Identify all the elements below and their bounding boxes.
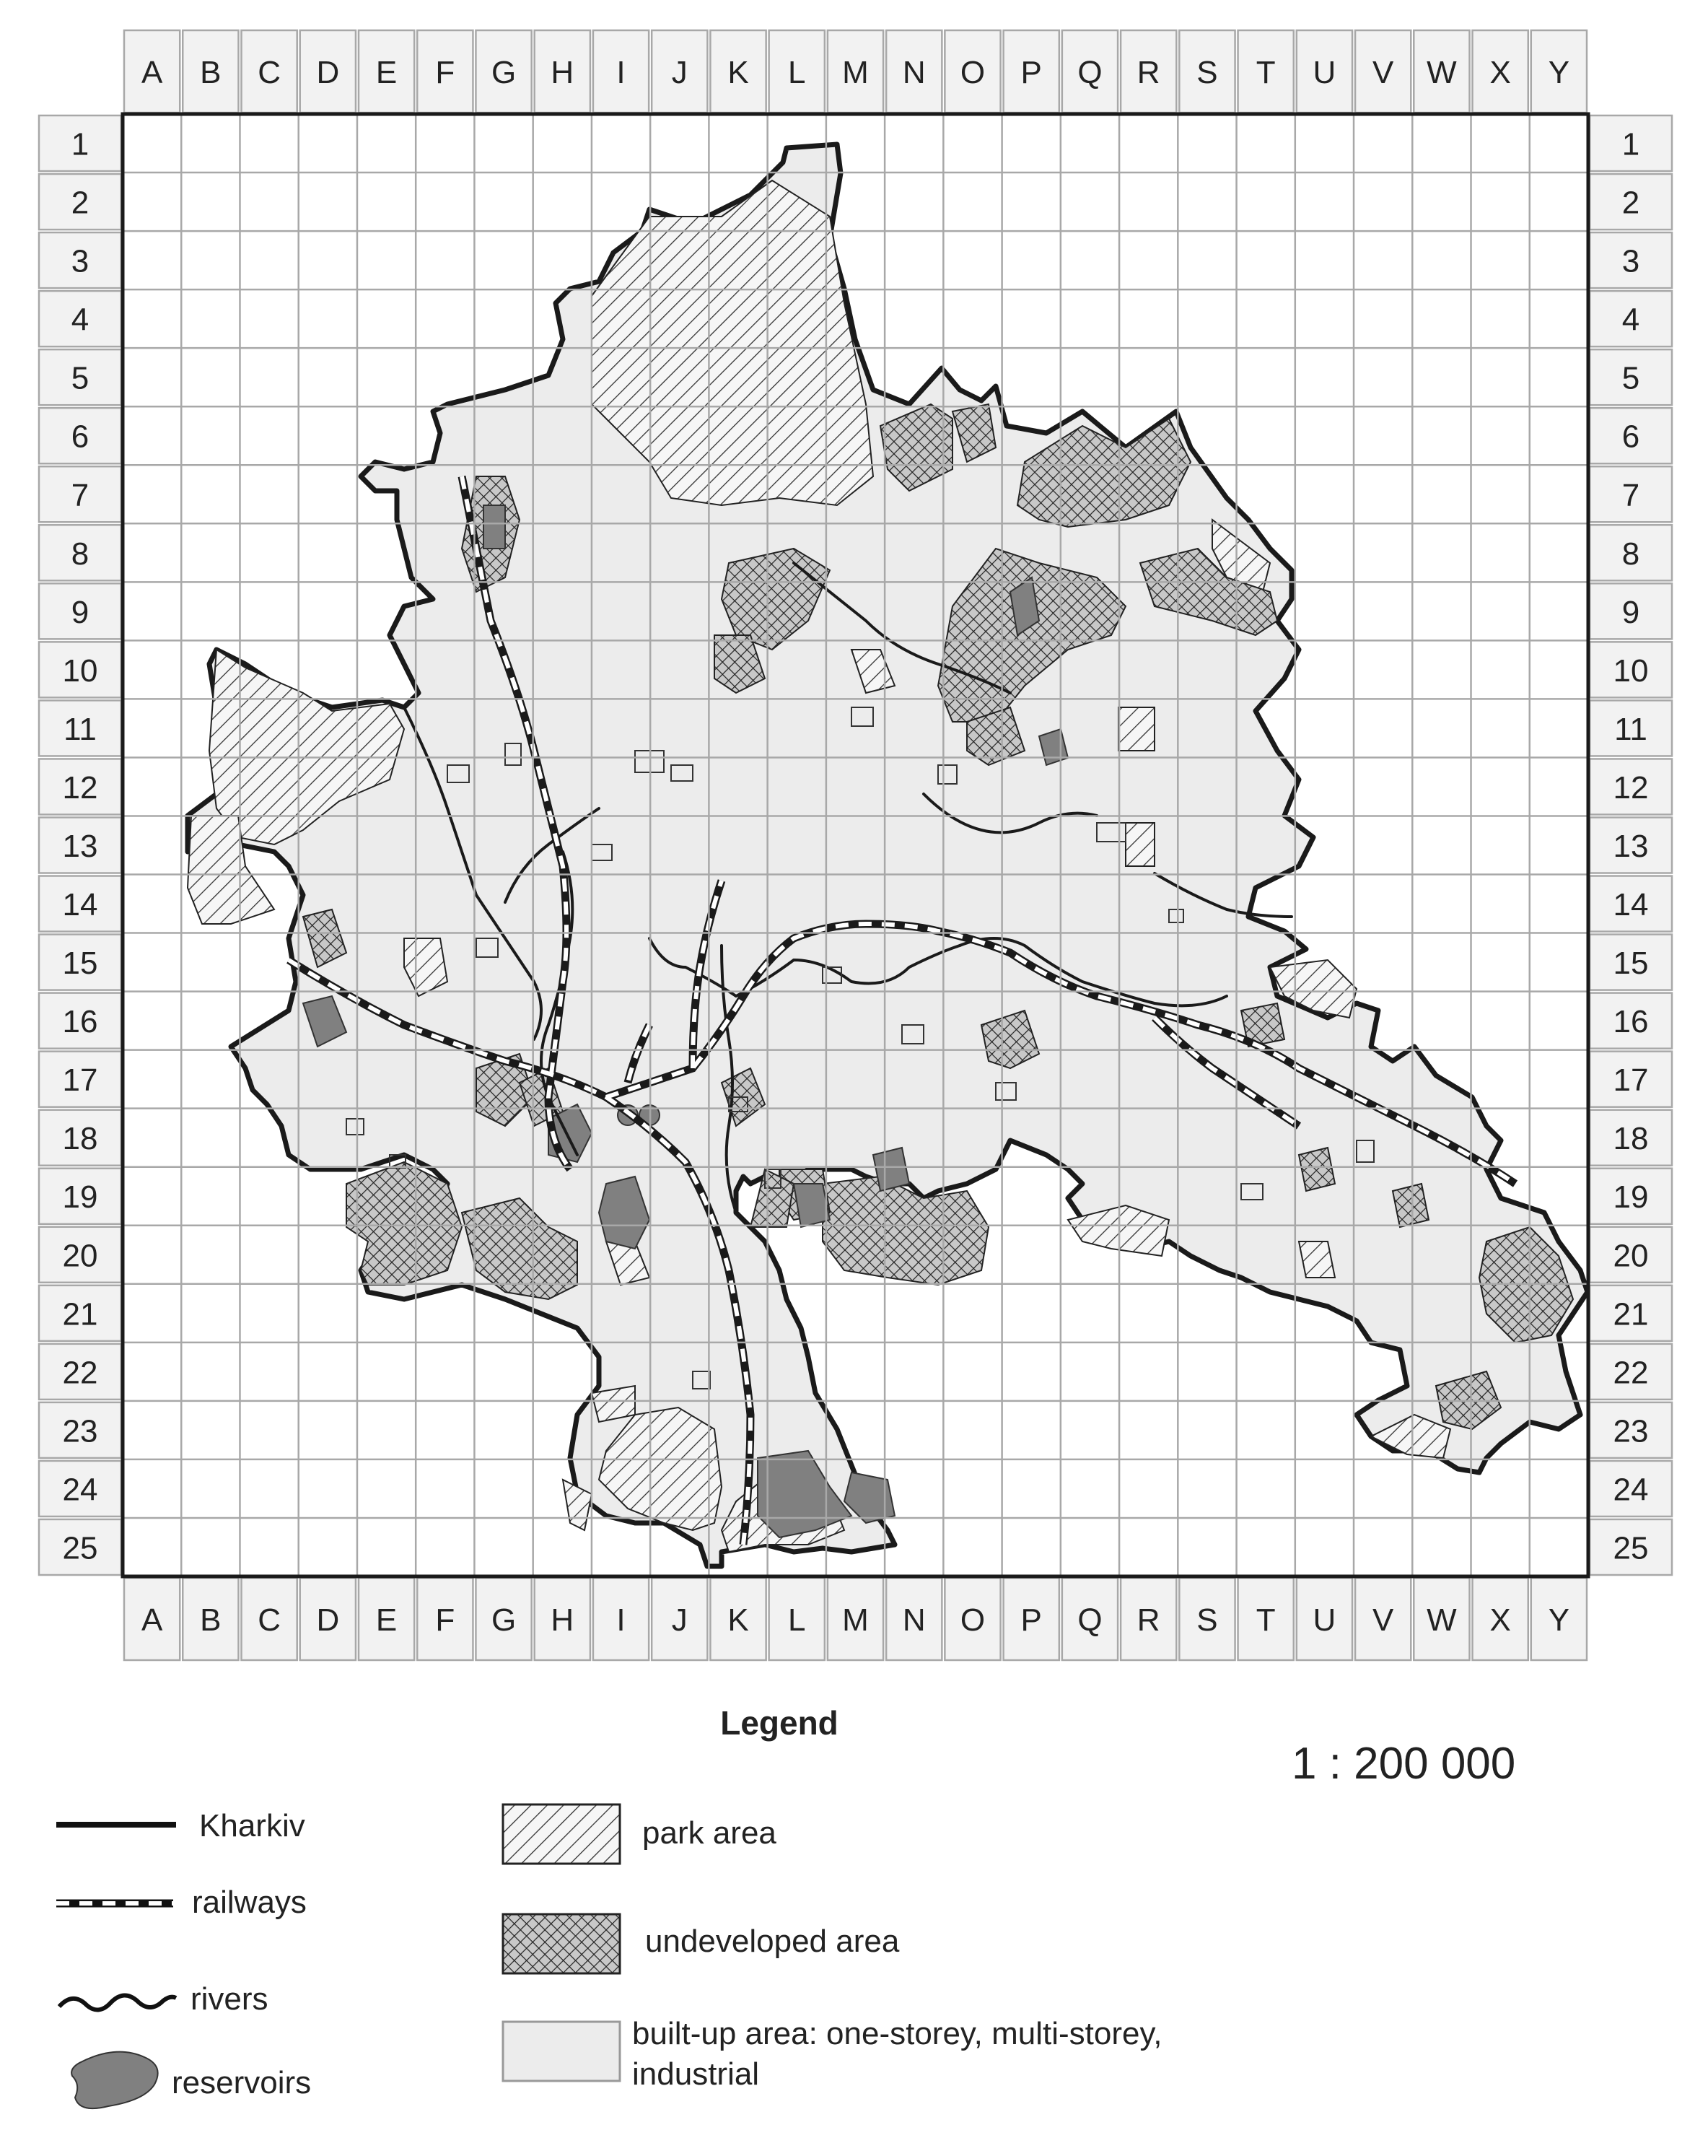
row-label	[1590, 700, 1672, 756]
legend-reservoirs-label: reservoirs	[172, 2065, 312, 2100]
column-label	[769, 1578, 825, 1660]
row-label	[39, 466, 121, 522]
column-label	[945, 30, 1000, 113]
svg-text:3: 3	[1621, 243, 1640, 279]
row-label	[39, 935, 121, 990]
column-label	[1531, 30, 1587, 113]
row-label	[39, 876, 121, 932]
svg-text:11: 11	[63, 711, 97, 747]
column-label	[1238, 30, 1294, 113]
svg-text:7: 7	[1621, 477, 1640, 513]
row-label	[1590, 1052, 1672, 1107]
svg-text:14: 14	[62, 887, 98, 923]
legend-railways-label: railways	[192, 1885, 307, 1920]
row-label	[39, 642, 121, 697]
column-labels-bottom	[124, 1578, 1587, 1660]
row-label	[39, 1461, 121, 1516]
row-labels-left	[39, 115, 121, 1575]
svg-text:S: S	[1196, 55, 1218, 90]
row-label	[39, 1344, 121, 1400]
column-label	[359, 30, 414, 113]
column-label	[1355, 30, 1411, 113]
svg-text:25: 25	[62, 1530, 98, 1566]
svg-text:13: 13	[62, 829, 98, 864]
svg-text:Y: Y	[1548, 1602, 1570, 1638]
svg-text:L: L	[788, 55, 806, 90]
svg-text:K: K	[727, 1602, 749, 1638]
svg-text:L: L	[788, 1602, 806, 1638]
svg-text:J: J	[671, 55, 688, 90]
svg-text:12: 12	[62, 769, 98, 806]
svg-text:18: 18	[62, 1121, 98, 1157]
row-label	[1590, 1286, 1672, 1341]
column-label	[1414, 1578, 1469, 1660]
svg-text:5: 5	[1621, 360, 1640, 396]
svg-text:P: P	[1020, 55, 1042, 90]
row-label	[1590, 1227, 1672, 1283]
svg-text:D: D	[316, 55, 340, 90]
svg-text:5: 5	[71, 360, 89, 396]
svg-text:25: 25	[1613, 1530, 1649, 1566]
svg-text:6: 6	[1621, 419, 1640, 455]
column-label	[886, 1578, 942, 1660]
svg-text:9: 9	[1621, 594, 1640, 630]
svg-text:13: 13	[1613, 829, 1649, 864]
svg-text:J: J	[671, 1602, 688, 1638]
row-label	[1590, 1519, 1672, 1575]
svg-text:24: 24	[1613, 1472, 1649, 1508]
svg-text:W: W	[1427, 55, 1457, 90]
row-label	[39, 1519, 121, 1575]
column-label	[1121, 30, 1176, 113]
svg-text:2: 2	[1621, 185, 1640, 221]
row-label	[1590, 1110, 1672, 1166]
svg-text:H: H	[551, 1602, 574, 1638]
svg-text:20: 20	[1613, 1238, 1649, 1274]
svg-text:O: O	[960, 1602, 986, 1638]
column-label	[1238, 1578, 1294, 1660]
legend-park-symbol	[503, 1804, 620, 1864]
svg-text:18: 18	[1613, 1121, 1649, 1157]
svg-text:N: N	[902, 55, 926, 90]
column-label	[359, 1578, 414, 1660]
row-label	[1590, 525, 1672, 580]
svg-text:14: 14	[1613, 887, 1649, 923]
svg-text:10: 10	[1613, 653, 1649, 689]
column-label	[241, 30, 297, 113]
svg-text:Q: Q	[1077, 55, 1103, 90]
svg-text:V: V	[1372, 1602, 1394, 1638]
svg-text:23: 23	[1613, 1413, 1649, 1449]
svg-text:21: 21	[1613, 1296, 1649, 1332]
svg-text:C: C	[258, 55, 281, 90]
column-label	[828, 1578, 883, 1660]
row-label	[39, 408, 121, 463]
svg-text:I: I	[616, 55, 626, 90]
svg-text:M: M	[842, 1602, 869, 1638]
row-label	[1590, 642, 1672, 697]
column-label	[183, 30, 238, 113]
svg-text:15: 15	[1613, 946, 1649, 982]
column-label	[300, 30, 356, 113]
column-label	[1531, 1578, 1587, 1660]
row-label	[1590, 115, 1672, 171]
column-label	[1297, 1578, 1352, 1660]
row-label	[39, 1286, 121, 1341]
svg-text:3: 3	[71, 243, 89, 279]
row-label	[39, 817, 121, 873]
column-label	[1062, 30, 1118, 113]
row-label	[39, 1052, 121, 1107]
svg-text:T: T	[1256, 55, 1276, 90]
column-label	[1179, 1578, 1235, 1660]
row-label	[39, 291, 121, 346]
row-label	[39, 1227, 121, 1283]
column-label	[1355, 1578, 1411, 1660]
svg-text:11: 11	[1614, 711, 1647, 747]
row-label	[1590, 1461, 1672, 1516]
row-label	[39, 583, 121, 639]
column-label	[1473, 30, 1528, 113]
svg-text:Q: Q	[1077, 1602, 1103, 1638]
column-label	[710, 1578, 766, 1660]
svg-text:H: H	[551, 55, 574, 90]
row-label	[1590, 174, 1672, 230]
legend-reservoir-symbol	[71, 2052, 158, 2108]
row-label	[1590, 935, 1672, 990]
column-label	[945, 1578, 1000, 1660]
column-label	[828, 30, 883, 113]
svg-text:V: V	[1372, 55, 1394, 90]
row-label	[1590, 349, 1672, 405]
svg-text:E: E	[375, 1602, 398, 1638]
svg-text:22: 22	[62, 1355, 98, 1391]
svg-text:U: U	[1313, 55, 1336, 90]
column-label	[652, 1578, 707, 1660]
row-label	[39, 993, 121, 1049]
svg-text:C: C	[258, 1602, 281, 1638]
column-label	[241, 1578, 297, 1660]
column-label	[1179, 30, 1235, 113]
svg-text:21: 21	[62, 1296, 98, 1332]
svg-text:T: T	[1256, 1602, 1276, 1638]
legend-undeveloped-symbol	[503, 1914, 620, 1973]
svg-text:4: 4	[1621, 302, 1640, 338]
svg-text:N: N	[902, 1602, 926, 1638]
column-label	[124, 1578, 180, 1660]
legend-park-label: park area	[642, 1815, 776, 1851]
svg-text:A: A	[141, 1602, 163, 1638]
legend-river-symbol	[59, 1995, 176, 2009]
map-content	[188, 144, 1587, 1566]
row-label	[39, 1169, 121, 1224]
row-label	[39, 232, 121, 288]
row-label	[1590, 1402, 1672, 1458]
svg-text:10: 10	[62, 653, 98, 689]
legend-builtup-label: built-up area: one-storey, multi-storey, industrial	[632, 2016, 1162, 2092]
legend-title: Legend	[720, 1704, 838, 1742]
svg-text:E: E	[375, 55, 398, 90]
svg-text:D: D	[316, 1602, 340, 1638]
column-label	[593, 30, 649, 113]
svg-text:16: 16	[62, 1004, 98, 1040]
svg-text:M: M	[842, 55, 869, 90]
column-labels-top	[124, 30, 1587, 113]
svg-text:U: U	[1313, 1602, 1336, 1638]
svg-text:F: F	[435, 1602, 455, 1638]
column-label	[535, 30, 590, 113]
row-label	[39, 115, 121, 171]
svg-text:Y: Y	[1548, 55, 1570, 90]
svg-text:B: B	[200, 1602, 222, 1638]
row-label	[39, 349, 121, 405]
svg-text:9: 9	[71, 594, 89, 630]
legend-builtup-symbol	[503, 2022, 620, 2081]
row-label	[1590, 408, 1672, 463]
column-label	[1414, 30, 1469, 113]
svg-text:O: O	[960, 55, 986, 90]
svg-text:20: 20	[62, 1238, 98, 1274]
svg-text:19: 19	[1613, 1179, 1649, 1216]
row-label	[1590, 993, 1672, 1049]
column-label	[535, 1578, 590, 1660]
column-label	[769, 30, 825, 113]
row-label	[39, 174, 121, 230]
svg-text:G: G	[491, 1602, 517, 1638]
column-label	[417, 1578, 473, 1660]
svg-text:R: R	[1137, 55, 1160, 90]
column-label	[476, 30, 531, 113]
row-label	[39, 1402, 121, 1458]
column-label	[1004, 30, 1059, 113]
column-label	[652, 30, 707, 113]
row-labels-right	[1590, 115, 1672, 1575]
svg-text:F: F	[435, 55, 455, 90]
column-label	[1297, 30, 1352, 113]
row-label	[1590, 1169, 1672, 1224]
row-label	[1590, 583, 1672, 639]
row-label	[39, 1110, 121, 1166]
svg-text:W: W	[1427, 1602, 1457, 1638]
legend-rivers-label: rivers	[190, 1981, 268, 2017]
row-label	[1590, 232, 1672, 288]
svg-text:2: 2	[71, 185, 89, 221]
svg-text:R: R	[1137, 1602, 1160, 1638]
svg-text:S: S	[1196, 1602, 1218, 1638]
legend-symbols	[56, 1804, 620, 2108]
svg-text:16: 16	[1613, 1004, 1649, 1040]
row-label	[39, 700, 121, 756]
svg-text:22: 22	[1613, 1355, 1649, 1391]
svg-text:8: 8	[1621, 536, 1640, 572]
column-label	[1004, 1578, 1059, 1660]
svg-text:23: 23	[62, 1413, 98, 1449]
column-label	[710, 30, 766, 113]
svg-text:17: 17	[62, 1062, 98, 1099]
column-label	[1062, 1578, 1118, 1660]
svg-text:6: 6	[71, 419, 89, 455]
legend-undeveloped-label: undeveloped area	[645, 1924, 900, 1959]
svg-text:G: G	[491, 55, 517, 90]
row-label	[1590, 759, 1672, 814]
svg-text:I: I	[616, 1602, 626, 1638]
row-label	[39, 759, 121, 814]
column-label	[1473, 1578, 1528, 1660]
svg-text:24: 24	[62, 1472, 98, 1508]
column-label	[1121, 1578, 1176, 1660]
svg-text:K: K	[727, 55, 749, 90]
row-label	[1590, 817, 1672, 873]
row-label	[1590, 876, 1672, 932]
svg-text:4: 4	[71, 302, 89, 338]
svg-text:1: 1	[1621, 126, 1640, 162]
svg-text:12: 12	[1613, 769, 1649, 806]
column-label	[417, 30, 473, 113]
row-label	[1590, 1344, 1672, 1400]
svg-text:X: X	[1489, 55, 1511, 90]
svg-text:8: 8	[71, 536, 89, 572]
svg-text:A: A	[141, 55, 163, 90]
column-label	[886, 30, 942, 113]
column-label	[183, 1578, 238, 1660]
row-label	[1590, 291, 1672, 346]
kharkiv-city-area	[188, 144, 1587, 1566]
svg-text:15: 15	[62, 946, 98, 982]
row-label	[39, 525, 121, 580]
svg-text:17: 17	[1613, 1062, 1649, 1099]
column-label	[300, 1578, 356, 1660]
legend-boundary-label: Kharkiv	[199, 1808, 305, 1843]
row-label	[1590, 466, 1672, 522]
column-label	[124, 30, 180, 113]
map-scale: 1 : 200 000	[1292, 1739, 1516, 1789]
svg-text:1: 1	[71, 126, 89, 162]
svg-text:B: B	[200, 55, 222, 90]
svg-text:7: 7	[71, 477, 89, 513]
svg-text:P: P	[1020, 1602, 1042, 1638]
svg-text:19: 19	[62, 1179, 98, 1216]
column-label	[593, 1578, 649, 1660]
svg-text:X: X	[1489, 1602, 1511, 1638]
column-label	[476, 1578, 531, 1660]
